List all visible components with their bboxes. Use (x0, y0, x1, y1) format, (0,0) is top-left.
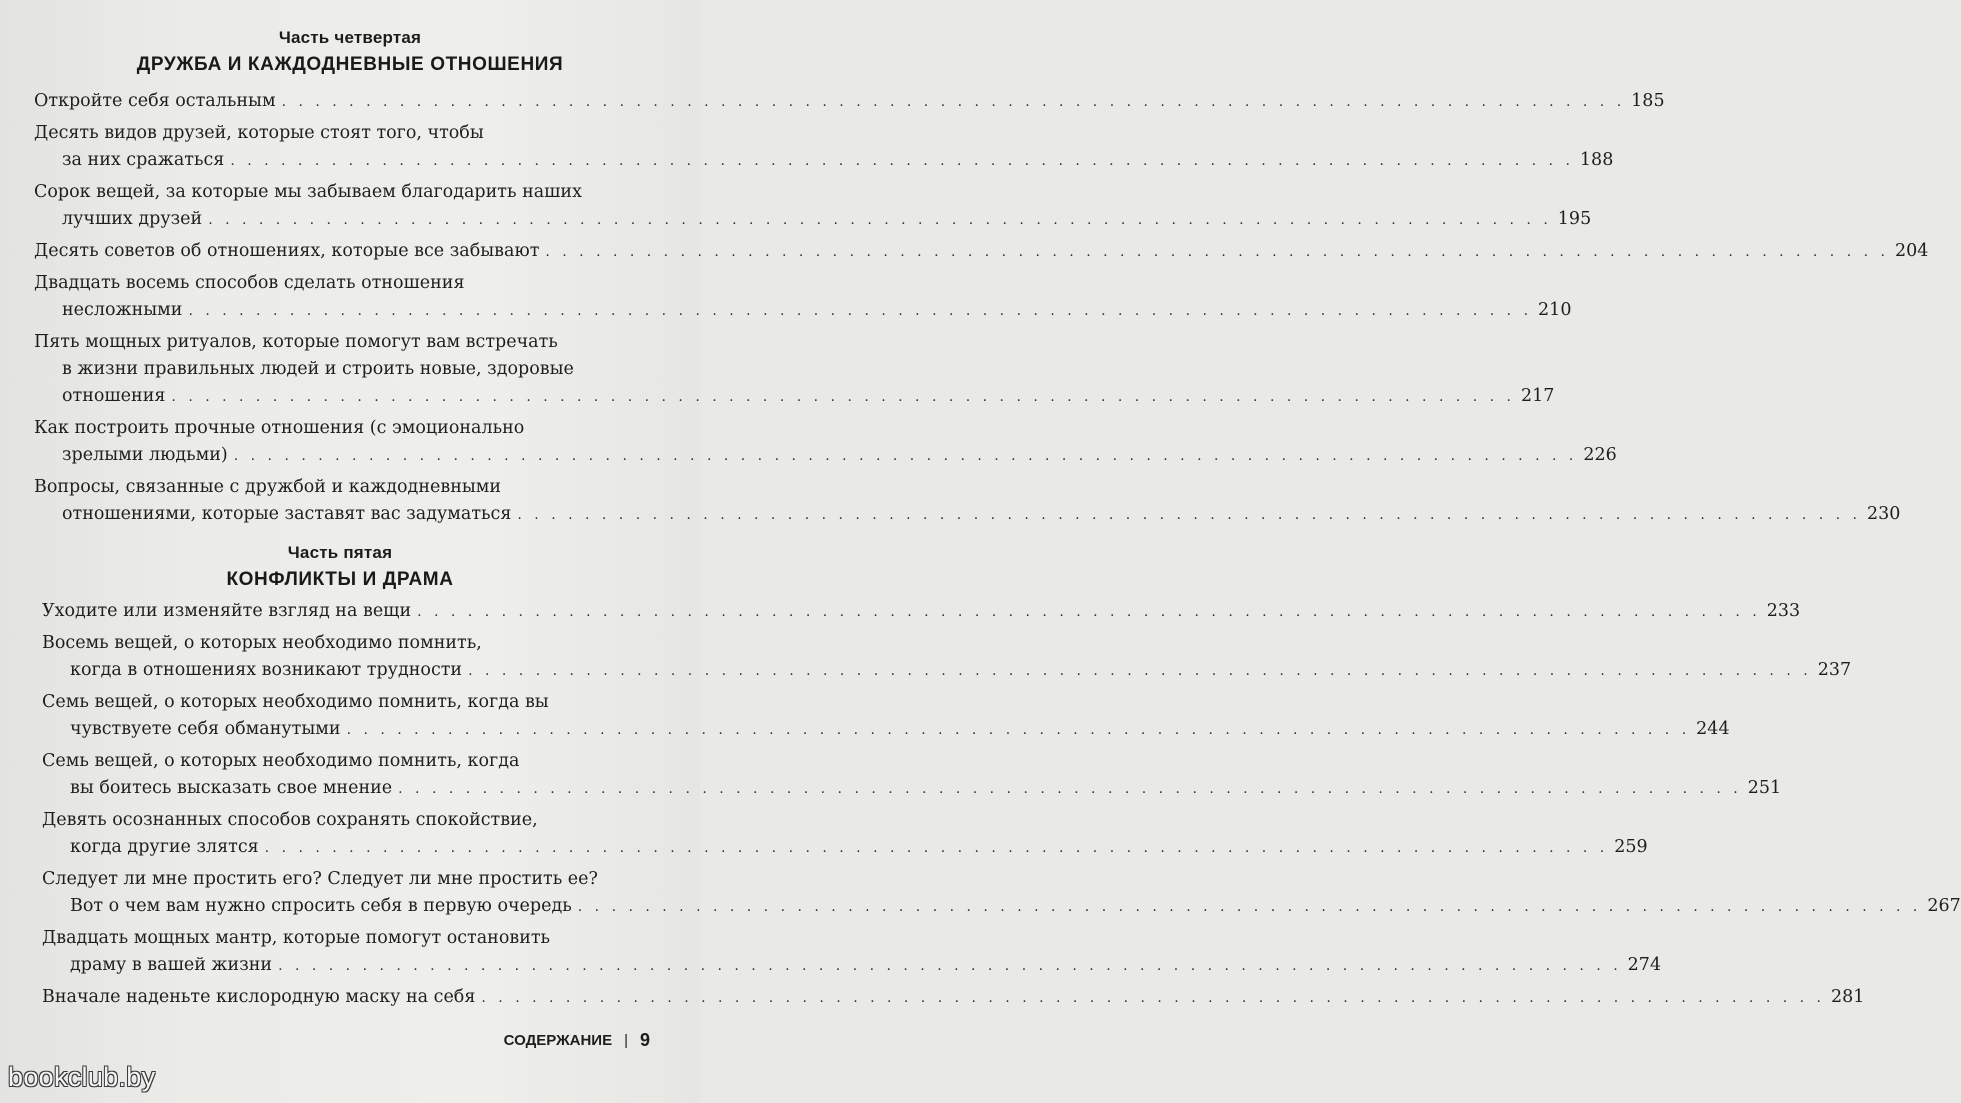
toc-entry (34, 474, 1901, 529)
toc-entry-last-line (42, 893, 1961, 921)
toc-entry-title-line: Семь вещей, о которых необходимо помнить, когда вы (42, 692, 549, 712)
toc-page-number: 244 (1696, 719, 1730, 739)
toc-entry-last-line (42, 598, 1801, 626)
page-footer (504, 1030, 650, 1051)
toc-entry-title-line: Восемь вещей, о которых необходимо помнить, (42, 633, 482, 653)
toc-entry-title-line: Девять осознанных способов сохранять спокойствие, (42, 810, 538, 830)
toc-entry-last-line (42, 775, 1782, 803)
dot-leader: . . . . . . . . . . . . . . . . . . . . . . . . . . . . . . . . . . . . . . . . . . . . . . . . . . . . . . . . . . . . . . . . . . . . . . . . . . . . . . . . (398, 781, 1742, 797)
toc-entry-last-line (34, 206, 1592, 234)
part-five-entries (42, 598, 1961, 1016)
toc-entry (34, 179, 1592, 234)
toc-entry-title-line: Следует ли мне простить его? Следует ли мне простить ее? (42, 869, 598, 889)
toc-page-number: 185 (1631, 91, 1665, 111)
toc-page-number: 226 (1583, 445, 1617, 465)
toc-entry-title-line: Вот о чем вам нужно спросить себя в первую очередь (70, 896, 572, 916)
toc-entry-last-line (34, 442, 1617, 470)
toc-entry-title-line: в жизни правильных людей и строить новые, здоровые (62, 359, 574, 379)
toc-page-number: 195 (1557, 209, 1592, 229)
page-number: 9 (639, 1030, 650, 1050)
dot-leader: . . . . . . . . . . . . . . . . . . . . . . . . . . . . . . . . . . . . . . . . . . . . . . . . . . . . . . . . . . . . . . . . . . . . . . . . . . . . . . . . (346, 722, 1691, 738)
dot-leader: . . . . . . . . . . . . . . . . . . . . . . . . . . . . . . . . . . . . . . . . . . . . . . . . . . . . . . . . . . . . . . . . . . . . . . . . . . . . . . . . (577, 899, 1922, 915)
toc-entry-title-line: Десять советов об отношениях, которые все забывают (34, 241, 540, 261)
footer-separator: | (624, 1032, 628, 1049)
toc-entry-title-line: Двадцать восемь способов сделать отношения (34, 273, 465, 293)
toc-entry (34, 329, 1555, 411)
toc-entry-title-line: несложными (62, 300, 183, 320)
dot-leader: . . . . . . . . . . . . . . . . . . . . . . . . . . . . . . . . . . . . . . . . . . . . . . . . . . . . . . . . . . . . . . . . . . . . . . . . . . . . . . . . (545, 244, 1889, 260)
toc-entry-title-line: за них сражаться (62, 150, 225, 170)
toc-entry (34, 415, 1617, 470)
dot-leader: . . . . . . . . . . . . . . . . . . . . . . . . . . . . . . . . . . . . . . . . . . . . . . . . . . . . . . . . . . . . . . . . . . . . . . . . . . . . . . . . (278, 958, 1622, 974)
toc-entry-title-line: чувствуете себя обманутыми (70, 719, 341, 739)
toc-entry-title-line: Уходите или изменяйте взгляд на вещи (42, 601, 412, 621)
toc-entry-title-line: Десять видов друзей, которые стоят того, чтобы (34, 123, 484, 143)
toc-page-number: 210 (1538, 300, 1572, 320)
toc-entry-title-line: отношения (62, 386, 166, 406)
dot-leader: . . . . . . . . . . . . . . . . . . . . . . . . . . . . . . . . . . . . . . . . . . . . . . . . . . . . . . . . . . . . . . . . . . . . . . . . . . . . . . . . (230, 153, 1574, 169)
toc-page-number: 237 (1817, 660, 1852, 680)
toc-entry-title-line: Вопросы, связанные с дружбой и каждодневными (34, 477, 502, 497)
toc-page-number: 233 (1766, 601, 1801, 621)
toc-entry-last-line (42, 984, 1865, 1012)
dot-leader: . . . . . . . . . . . . . . . . . . . . . . . . . . . . . . . . . . . . . . . . . . . . . . . . . . . . . . . . . . . . . . . . . . . . . . . . . . . . . . . . (517, 507, 1861, 523)
toc-entry-title-line: драму в вашей жизни (70, 955, 273, 975)
toc-entry (42, 630, 1852, 685)
toc-entry (34, 270, 1572, 325)
toc-entry-last-line (42, 952, 1662, 980)
part-four-section (0, 28, 700, 76)
toc-entry-title-line: лучших друзей (62, 209, 203, 229)
toc-entry-title-line: Сорок вещей, за которые мы забываем благодарить наших (34, 182, 582, 202)
toc-entry-title-line: Семь вещей, о которых необходимо помнить, когда (42, 751, 520, 771)
toc-page-number: 204 (1894, 241, 1929, 261)
dot-leader: . . . . . . . . . . . . . . . . . . . . . . . . . . . . . . . . . . . . . . . . . . . . . . . . . . . . . . . . . . . . . . . . . . . . . . . . . . . . . . . . (264, 840, 1609, 856)
toc-entry-last-line (34, 501, 1901, 529)
toc-page-number: 188 (1579, 150, 1614, 170)
toc-page-number: 251 (1747, 778, 1782, 798)
toc-page-number: 259 (1614, 837, 1648, 857)
dot-leader: . . . . . . . . . . . . . . . . . . . . . . . . . . . . . . . . . . . . . . . . . . . . . . . . . . . . . . . . . . . . . . . . . . . . . . . . . . . . . . . . (188, 303, 1533, 319)
toc-entry (42, 807, 1648, 862)
toc-entry (34, 238, 1929, 266)
dot-leader: . . . . . . . . . . . . . . . . . . . . . . . . . . . . . . . . . . . . . . . . . . . . . . . . . . . . . . . . . . . . . . . . . . . . . . . . . . . . . . . . (468, 663, 1812, 679)
toc-entry (42, 748, 1782, 803)
toc-entry (34, 120, 1614, 175)
toc-entry-title-line: Пять мощных ритуалов, которые помогут вам встречать (34, 332, 558, 352)
toc-entry-last-line (34, 88, 1665, 116)
toc-page-number: 274 (1627, 955, 1662, 975)
toc-entry (42, 598, 1801, 626)
toc-page-number: 217 (1521, 386, 1555, 406)
toc-entry-last-line (34, 383, 1555, 411)
toc-page-number: 267 (1927, 896, 1961, 916)
toc-page-number: 281 (1830, 987, 1865, 1007)
toc-entry (42, 866, 1961, 921)
toc-entry-title-line: отношениями, которые заставят вас задуматься (62, 504, 512, 524)
dot-leader: . . . . . . . . . . . . . . . . . . . . . . . . . . . . . . . . . . . . . . . . . . . . . . . . . . . . . . . . . . . . . . . . . . . . . . . . . . . . . . . . (171, 389, 1516, 405)
part-label: Часть четвертая (278, 28, 422, 47)
footer-section-label: СОДЕРЖАНИЕ (503, 1032, 613, 1049)
toc-entry-last-line (42, 834, 1648, 862)
toc-entry-last-line (34, 297, 1572, 325)
dot-leader: . . . . . . . . . . . . . . . . . . . . . . . . . . . . . . . . . . . . . . . . . . . . . . . . . . . . . . . . . . . . . . . . . . . . . . . . . . . . . . . . (233, 448, 1578, 464)
part-title: ДРУЖБА И КАЖДОДНЕВНЫЕ ОТНОШЕНИЯ (136, 54, 564, 75)
toc-entry-title-line: когда другие злятся (70, 837, 259, 857)
toc-entry (42, 925, 1662, 980)
watermark-logo: bookclub.by (8, 1062, 156, 1092)
toc-entry-last-line (34, 147, 1614, 175)
toc-entry-last-line (42, 716, 1730, 744)
toc-entry-title-line: Двадцать мощных мантр, которые помогут остановить (42, 928, 551, 948)
toc-entry-title-line: вы боитесь высказать свое мнение (70, 778, 393, 798)
toc-entry (42, 689, 1730, 744)
dot-leader: . . . . . . . . . . . . . . . . . . . . . . . . . . . . . . . . . . . . . . . . . . . . . . . . . . . . . . . . . . . . . . . . . . . . . . . . . . . . . . . . (208, 212, 1552, 228)
toc-page-number: 230 (1866, 504, 1901, 524)
toc-entry-title-line: Откройте себя остальным (34, 91, 276, 111)
part-title: КОНФЛИКТЫ И ДРАМА (226, 569, 454, 590)
part-five-section (0, 543, 700, 591)
dot-leader: . . . . . . . . . . . . . . . . . . . . . . . . . . . . . . . . . . . . . . . . . . . . . . . . . . . . . . . . . . . . . . . . . . . . . . . . . . . . . . . . (281, 94, 1626, 110)
dot-leader: . . . . . . . . . . . . . . . . . . . . . . . . . . . . . . . . . . . . . . . . . . . . . . . . . . . . . . . . . . . . . . . . . . . . . . . . . . . . . . . . (417, 604, 1761, 620)
toc-entry-last-line (42, 657, 1852, 685)
part-label: Часть пятая (287, 543, 393, 562)
toc-entry (42, 984, 1865, 1012)
toc-entry (34, 88, 1665, 116)
toc-entry-last-line (34, 238, 1929, 266)
toc-entry-title-line: Как построить прочные отношения (с эмоционально (34, 418, 525, 438)
toc-entry-title-line: зрелыми людьми) (62, 445, 228, 465)
dot-leader: . . . . . . . . . . . . . . . . . . . . . . . . . . . . . . . . . . . . . . . . . . . . . . . . . . . . . . . . . . . . . . . . . . . . . . . . . . . . . . . . (481, 990, 1825, 1006)
toc-entry-title-line: когда в отношениях возникают трудности (70, 660, 463, 680)
part-four-entries (34, 88, 1929, 533)
toc-entry-title-line: Вначале наденьте кислородную маску на себя (42, 987, 476, 1007)
